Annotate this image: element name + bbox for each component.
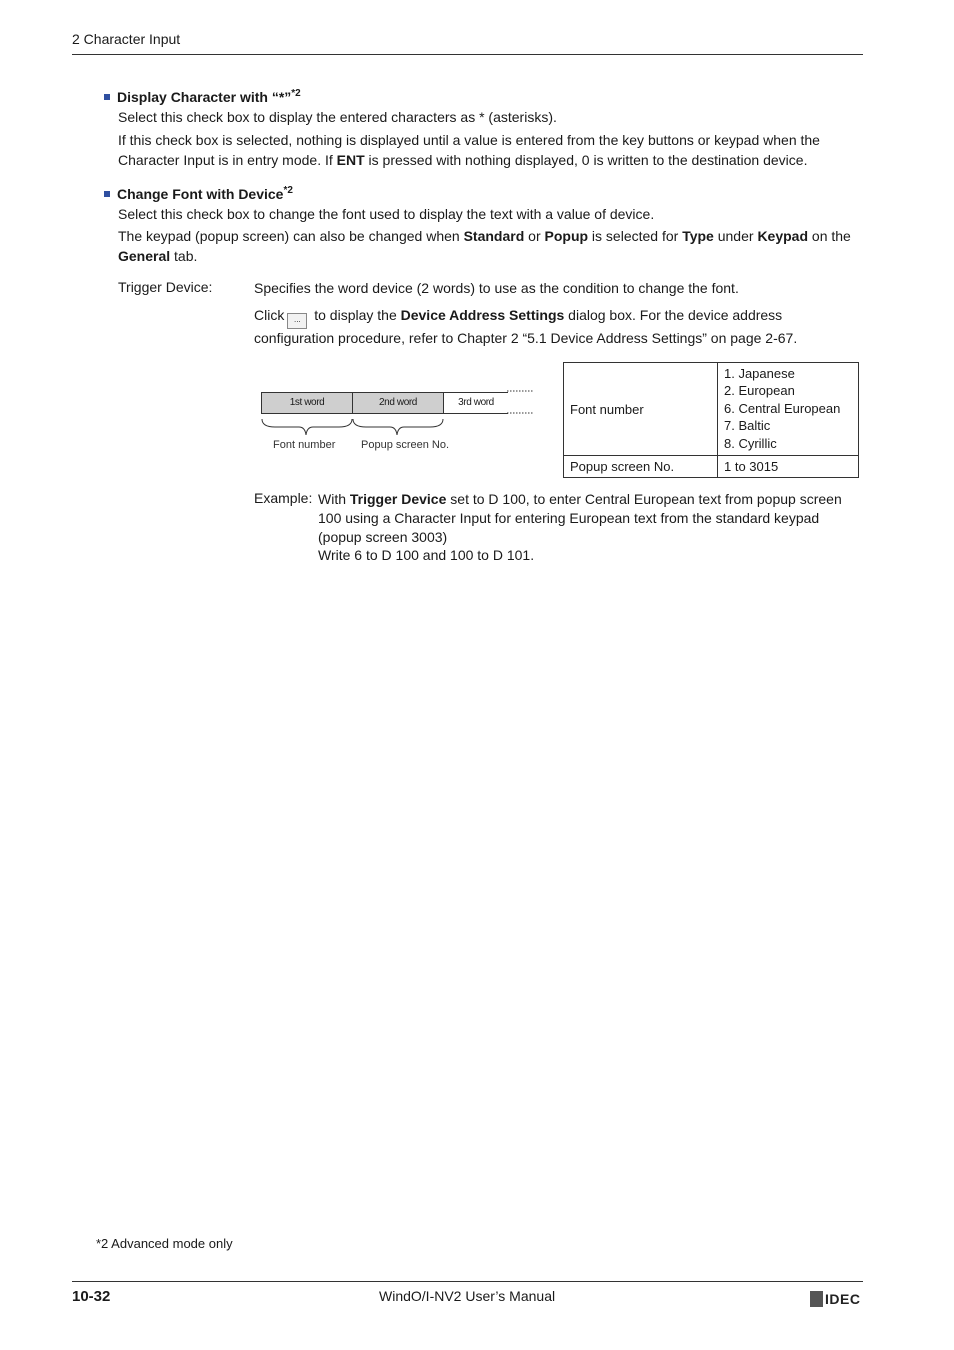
square-bullet-icon [104, 191, 110, 197]
example-text: With Trigger Device set to D 100, to enter Central European text from popup screen 100 using a Character Input for entering European text from the standard keypad (popup screen 3003) [318, 491, 842, 545]
display-detail: If this check box is selected, nothing is displayed until a value is entered from the key buttons or keypad when the Character Input is in entry mode. If ENT is pressed with nothing displayed, 0 is written to the destination device. [118, 132, 820, 168]
diagram-label-popup-screen: Popup screen No. [361, 439, 450, 451]
idec-logo-mark-icon [810, 1291, 823, 1307]
table-row [564, 456, 859, 478]
diagram-label-font-number: Font number [273, 439, 336, 451]
browse-button-icon: ... [287, 313, 307, 329]
footnote: *2 Advanced mode only [96, 1236, 233, 1251]
font-detail: The keypad (popup screen) can also be changed when Standard or Popup is selected for Type under Keypad on the General tab. [118, 228, 851, 264]
manual-title: WindO/I-NV2 User’s Manual [379, 1288, 556, 1304]
font-settings-table [563, 362, 859, 478]
section-title-change-font: Change Font with Device$^{*2}$ [104, 185, 293, 202]
word-box-3: 3rd word [443, 392, 508, 414]
table-cell-label: Popup screen No. [564, 456, 718, 478]
table-cell-values: 1. Japanese 2. European 6. Central European 7. Baltic 8. Cyrillic [718, 363, 859, 456]
trigger-device-label: Trigger Device: [118, 279, 213, 295]
footer-rule [72, 1281, 863, 1282]
idec-logo: IDEC [810, 1291, 860, 1307]
word-box-2: 2nd word [352, 392, 444, 414]
font-desc: Select this check box to change the font used to display the text with a value of device. [118, 206, 655, 222]
example-write: Write 6 to D 100 and 100 to D 101. [318, 547, 535, 563]
example-label: Example: [254, 490, 313, 506]
table-cell-values: 1 to 3015 [718, 456, 859, 478]
trigger-device-click: Click ... to display the Device Address Settings dialog box. For the device address configuration procedure, refer to Chapter 2 “5.1 Device Address Settings” on page 2-67. [254, 307, 798, 346]
square-bullet-icon [104, 94, 110, 100]
table-cell-label: Font number [564, 363, 718, 456]
word-box-1: 1st word [261, 392, 353, 414]
table-row [564, 363, 859, 456]
header-rule [72, 54, 863, 55]
trigger-device-desc: Specifies the word device (2 words) to use as the condition to change the font. [254, 280, 739, 296]
section-title-display-character: Display Character with “*”$^{*2}$ [104, 88, 301, 105]
display-desc: Select this check box to display the entered characters as * (asterisks). [118, 109, 557, 125]
page-number: 10-32 [72, 1288, 111, 1305]
running-header: 2 Character Input [72, 31, 181, 47]
